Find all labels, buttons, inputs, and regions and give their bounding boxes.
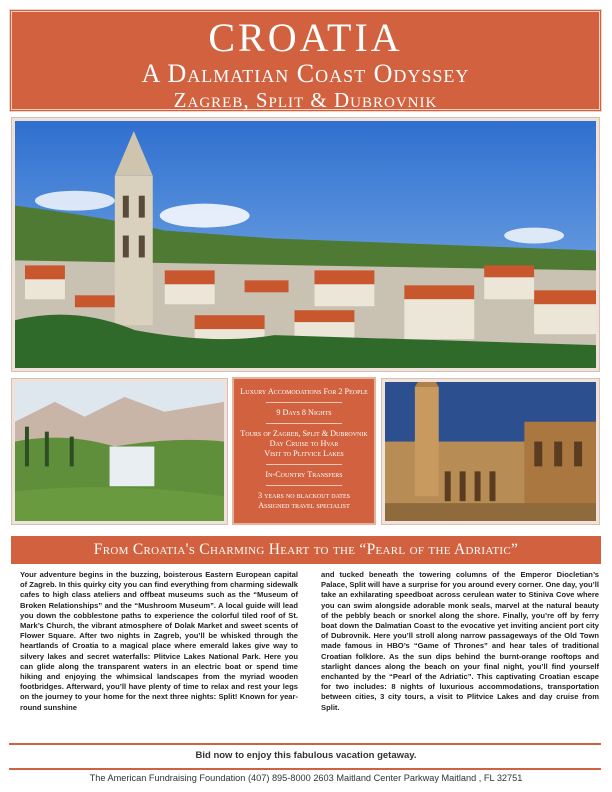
inclusion-lakes-line: Visit to Plitvice Lakes	[264, 449, 344, 458]
call-to-action: Bid now to enjoy this fabulous vacation getaway.	[195, 750, 417, 761]
body-text-right: and tucked beneath the towering columns of the Emperor Diocletian’s Palace, Split will have a surprise for you around every corner. One day, you’ll take an exhilarating speedboat across cerulean water to Stiniva Cove where you can swim alongside adorable monk seals, marvel at the natural beauty of the pebbly beach or snorkel along the shore. Finally, you’re off by ferry boat down the Dalmatian Coast to the evocative yet inviting ancient port city of Dubrovnik. Here you’ll stroll along narrow passageways of the Old Town made famous in HBO’s “Game of Thrones” and hear tales of traditional Croatian folklore. As the sun dips behind the burnt-orange rooftops and starlight dances along the beach on your final night, you’ll find yourself enchanted by the “Pearl of the Adriatic”. This captivating Croatian escape for two includes: 8 nights of luxurious accommodations, transportation between cities, 3 city tours, a visit to Plitvice Lakes and day cruise from Split.	[321, 570, 599, 712]
divider	[266, 423, 343, 424]
divider-bottom	[9, 768, 601, 770]
inclusion-cruise-line: Day Cruise to Hvar	[269, 439, 339, 448]
divider	[266, 464, 343, 465]
inclusions-panel	[232, 377, 376, 525]
left-photo	[11, 378, 228, 525]
inclusion-accommodations: Luxury Accomodations For 2 People	[240, 387, 368, 396]
inclusion-specialist-line: Assigned travel specialist	[258, 501, 350, 510]
divider-top	[9, 743, 601, 745]
split-palace-image	[385, 382, 596, 521]
footer-contact: The American Fundraising Foundation (407) 895-8000 2603 Maitland Center Parkway Maitland , FL 32751	[89, 773, 523, 783]
hvar-town-image	[15, 121, 596, 368]
inclusion-tours-line: Tours of Zagreb, Split & Dubrovnik	[240, 429, 368, 438]
body-text-left: Your adventure begins in the buzzing, boisterous Eastern European capital of Zagreb. In this quirky city you can find everything from charming sidewalk cafes to high class ateliers and offbeat museums such as the “Museum of Broken Relationships” and the “Mushroom Museum”. A local guide will lead you down the cobblestone paths to experience the colorful tiled roof of St. Mark’s Church, the vibrant atmosphere of Dolak Market and sweet scents of Flower Square. After two nights in Zagreb, you’ll be whisked through the heartlands of Croatia to a magical place where emerald lakes give way to silvery lakes and secret waterfalls: Plitvice Lakes National Park. Here you can glide along the transparent waters in an electric boat or spend time hiking and enjoying the whimsical landscapes from the myriad wooden footbridges. Afterward, you’ll have plenty of time to relax and rest your legs on the journey to your home for the next three nights: Split! Known for year-round sunshine	[20, 570, 298, 712]
inclusion-duration: 9 Days 8 Nights	[276, 408, 332, 417]
inclusion-terms	[240, 488, 368, 514]
cities-line: Zagreb, Split & Dubrovnik	[173, 88, 438, 112]
divider	[266, 402, 343, 403]
divider	[266, 485, 343, 486]
inclusion-blackout-line: 3 years no blackout dates	[258, 491, 350, 500]
inclusion-tours	[240, 426, 368, 462]
body-column-left	[20, 570, 298, 713]
plitvice-lakes-image	[15, 382, 224, 521]
page-subtitle: A Dalmatian Coast Odyssey	[141, 59, 470, 88]
tagline-banner: From Croatia's Charming Heart to the “Pearl of the Adriatic”	[11, 536, 601, 564]
header-banner	[9, 9, 602, 112]
inclusion-transfers: In-Country Transfers	[265, 470, 343, 479]
body-column-right	[321, 570, 599, 713]
main-photo	[11, 117, 600, 372]
page-title: CROATIA	[208, 15, 403, 60]
right-photo	[381, 378, 600, 525]
